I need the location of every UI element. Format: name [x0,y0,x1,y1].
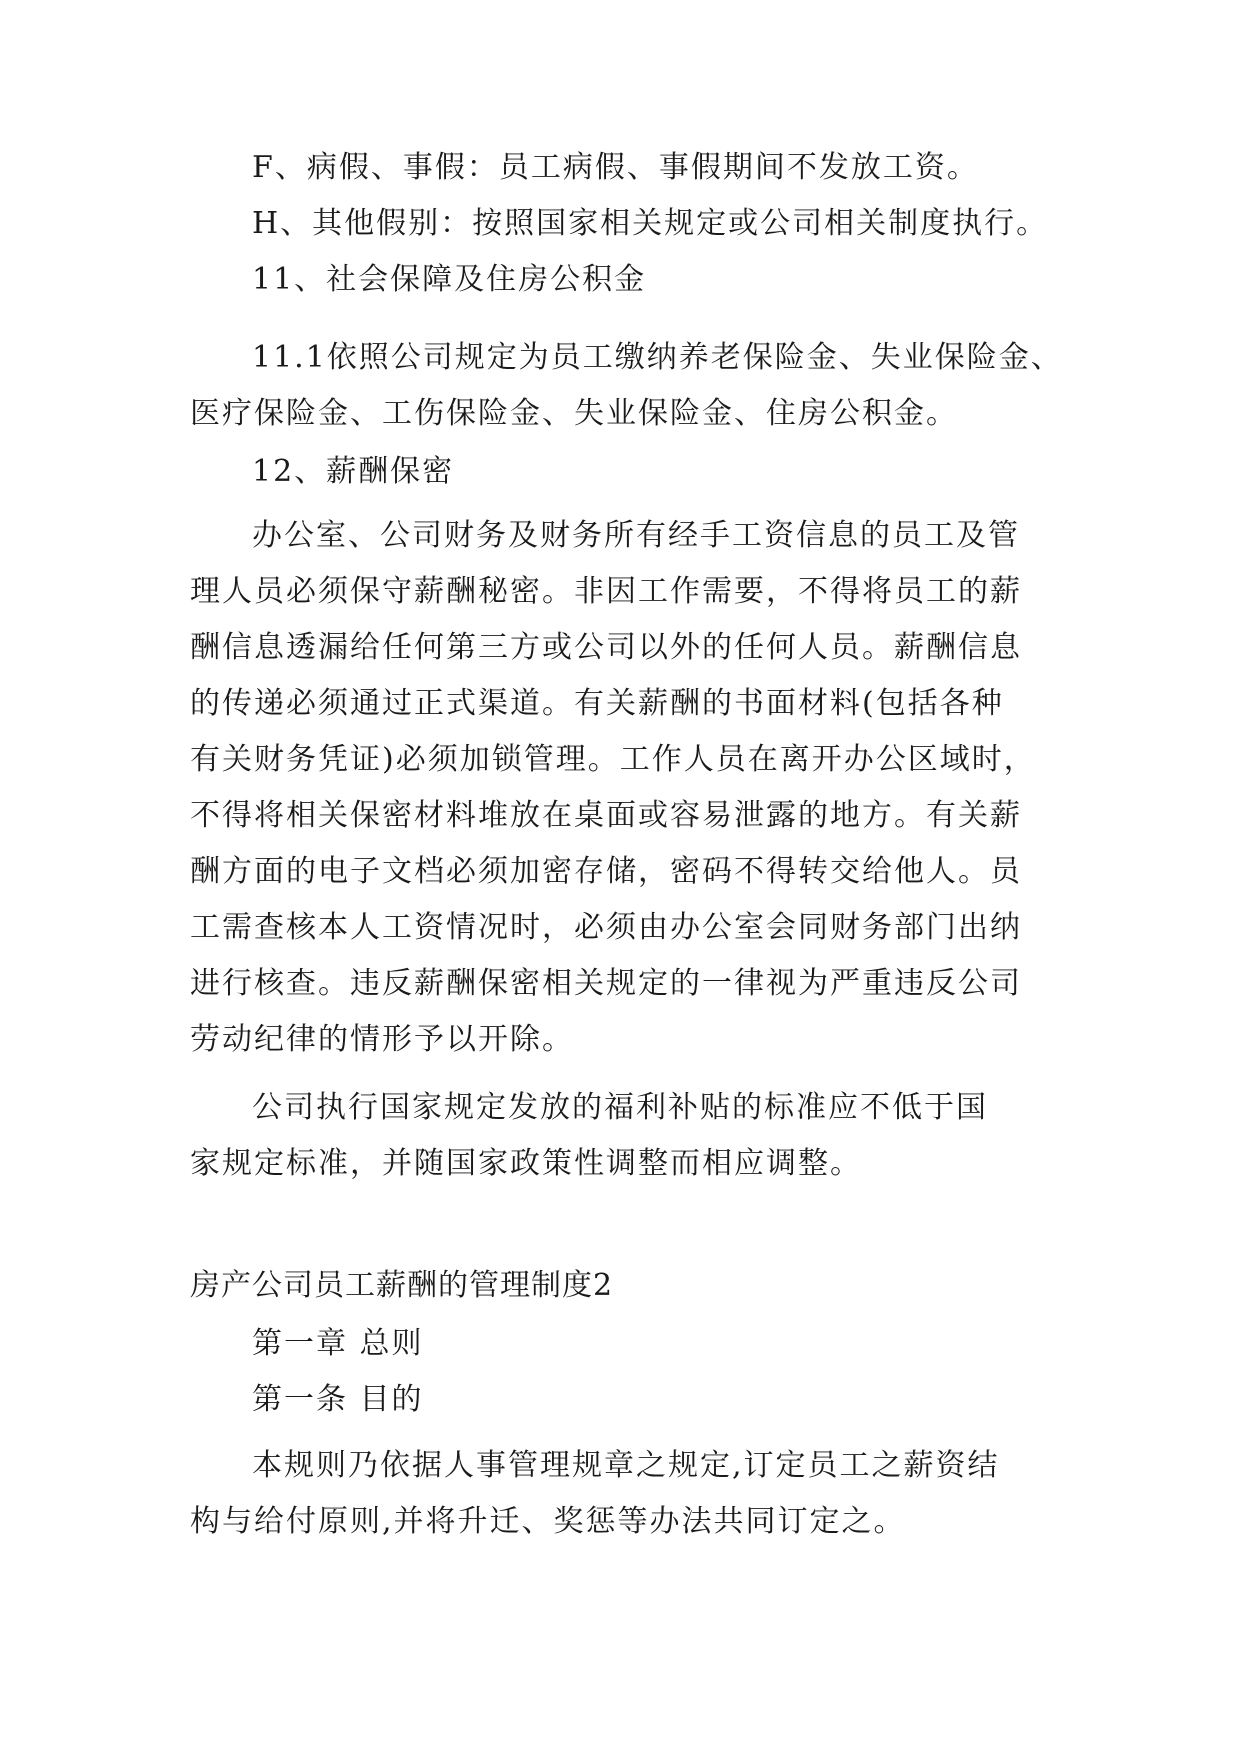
paragraph-line: 11.1依照公司规定为员工缴纳养老保险金、失业保险金、 [252,340,1063,375]
chapter-heading: 第一章 总则 [252,1326,424,1361]
paragraph-line: 的传递必须通过正式渠道。有关薪酬的书面材料(包括各种 [190,686,1004,721]
paragraph-line: 有关财务凭证)必须加锁管理。工作人员在离开办公区域时， [190,742,1036,777]
paragraph-line: F、病假、事假：员工病假、事假期间不发放工资。 [252,150,979,185]
paragraph-line: 酬方面的电子文档必须加密存储，密码不得转交给他人。员 [190,854,1022,889]
section-heading: 12、薪酬保密 [252,454,455,489]
paragraph-line: 不得将相关保密材料堆放在桌面或容易泄露的地方。有关薪 [190,798,1022,833]
paragraph-line: 办公室、公司财务及财务所有经手工资信息的员工及管 [252,518,1020,553]
paragraph-line: 公司执行国家规定发放的福利补贴的标准应不低于国 [252,1090,988,1125]
paragraph-line: 家规定标准，并随国家政策性调整而相应调整。 [190,1146,862,1181]
paragraph-line: 劳动纪律的情形予以开除。 [190,1022,574,1057]
paragraph-line: 进行核查。违反薪酬保密相关规定的一律视为严重违反公司 [190,966,1022,1001]
document-title: 房产公司员工薪酬的管理制度2 [190,1268,614,1303]
paragraph-line: 构与给付原则,并将升迁、奖惩等办法共同订定之。 [190,1504,906,1539]
paragraph-line: 本规则乃依据人事管理规章之规定,订定员工之薪资结 [252,1448,1000,1483]
paragraph-line: 工需查核本人工资情况时，必须由办公室会同财务部门出纳 [190,910,1022,945]
paragraph-line: 理人员必须保守薪酬秘密。非因工作需要，不得将员工的薪 [190,574,1022,609]
paragraph-line: H、其他假别：按照国家相关规定或公司相关制度执行。 [252,206,1049,241]
article-heading: 第一条 目的 [252,1382,424,1417]
paragraph-line: 酬信息透漏给任何第三方或公司以外的任何人员。薪酬信息 [190,630,1022,665]
paragraph-line: 医疗保险金、工伤保险金、失业保险金、住房公积金。 [190,396,958,431]
section-heading: 11、社会保障及住房公积金 [252,262,647,297]
